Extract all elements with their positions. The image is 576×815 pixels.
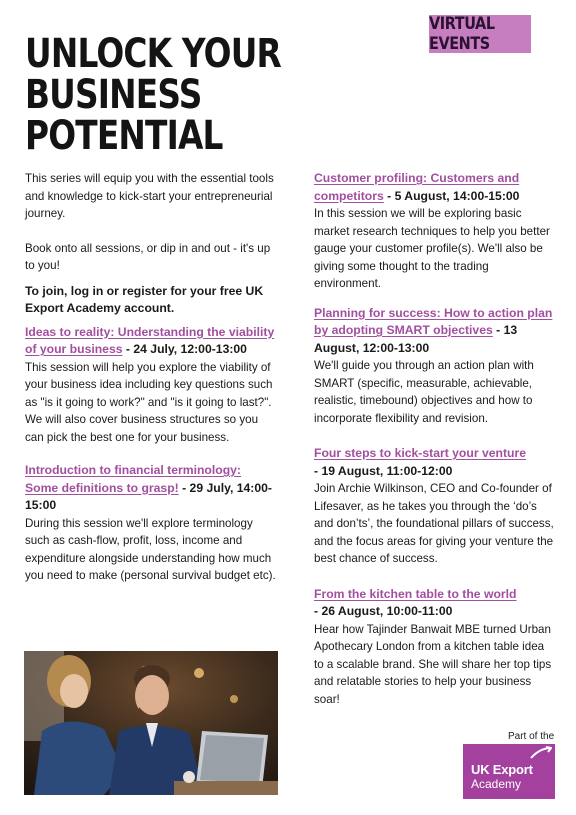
business-meeting-photo xyxy=(24,651,278,795)
intro-paragraph: Book onto all sessions, or dip in and out - it's up to you! xyxy=(25,241,271,272)
session-date: - 24 July, 12:00-13:00 xyxy=(122,342,247,356)
headline-line: BUSINESS xyxy=(25,72,202,118)
registration-cta: To join, log in or register for your free UK Export Academy account. xyxy=(25,283,264,315)
session-date: - 5 August, 14:00-15:00 xyxy=(383,188,520,203)
logo-line: UK Export xyxy=(471,762,533,777)
session-title-link[interactable]: Ideas to reality: Understanding the viability of your business xyxy=(25,324,275,356)
session-date: - 29 July, 14:00-15:00 xyxy=(25,480,272,512)
virtual-events-badge: VIRTUAL EVENTS xyxy=(429,15,531,53)
page-headline xyxy=(25,31,281,159)
session-description: In this session we will be exploring basic market research techniques to help you better gauge your customer profile(s). We'll also be giving some thought to the trading environment. xyxy=(314,207,550,290)
session-title-link[interactable]: Introduction to financial terminology: Some definitions to grasp! xyxy=(25,463,241,495)
session-date: - 13 August, 12:00-13:00 xyxy=(314,323,518,355)
left-column xyxy=(25,170,277,585)
session-block xyxy=(314,170,554,293)
headline-line: UNLOCK YOUR xyxy=(25,31,281,77)
session-description: During this session we'll explore terminology such as cash-flow, profit, loss, income and expenditure alongside understanding how much you need to make (personal survival budget etc). xyxy=(25,516,276,582)
headline-line: POTENTIAL xyxy=(25,113,223,159)
session-title-link[interactable]: Customer profiling: Customers and competitors xyxy=(314,171,520,203)
intro-paragraph: This series will equip you with the essential tools and knowledge to kick-start your entrepreneurial journey. xyxy=(25,172,274,220)
logo-line: Academy xyxy=(471,777,522,791)
session-date: - 19 August, 11:00-12:00 xyxy=(314,463,453,478)
session-title-link[interactable]: Four steps to kick-start your venture xyxy=(314,446,526,460)
part-of-label: Part of the xyxy=(508,731,555,742)
session-block xyxy=(25,324,277,447)
session-description: We'll guide you through an action plan with SMART (specific, measurable, achievable, realistic, timebound) objectives and how to incorporate flexibility and revision. xyxy=(314,359,534,425)
session-title-link[interactable]: From the kitchen table to the world xyxy=(314,586,517,601)
session-date: - 26 August, 10:00-11:00 xyxy=(314,604,453,618)
session-description: This session will help you explore the viability of your business idea including key questions such as "is it going to work?" and "is it going to last?". We will also cover business structures so you can pick the best one for your business. xyxy=(25,360,273,444)
session-block xyxy=(314,586,554,709)
swoosh-icon xyxy=(530,746,552,760)
right-column xyxy=(314,170,554,708)
session-description: Join Archie Wilkinson, CEO and Co-founder of Lifesaver, as he takes you through the ‘do’s and don’ts’, the foundational pillars of success, and the focus areas for giving your venture the best chance of success. xyxy=(314,482,554,565)
session-title-link[interactable]: Planning for success: How to action plan by adopting SMART objectives xyxy=(314,305,553,337)
uk-export-academy-logo xyxy=(463,744,555,799)
session-description: Hear how Tajinder Banwait MBE turned Urban Apothecary London from a kitchen table idea to a scalable brand. She will share her top tips and relatable stories to help your business soar! xyxy=(314,622,552,706)
session-block xyxy=(25,462,277,585)
session-block xyxy=(314,445,554,568)
session-block xyxy=(314,305,554,428)
